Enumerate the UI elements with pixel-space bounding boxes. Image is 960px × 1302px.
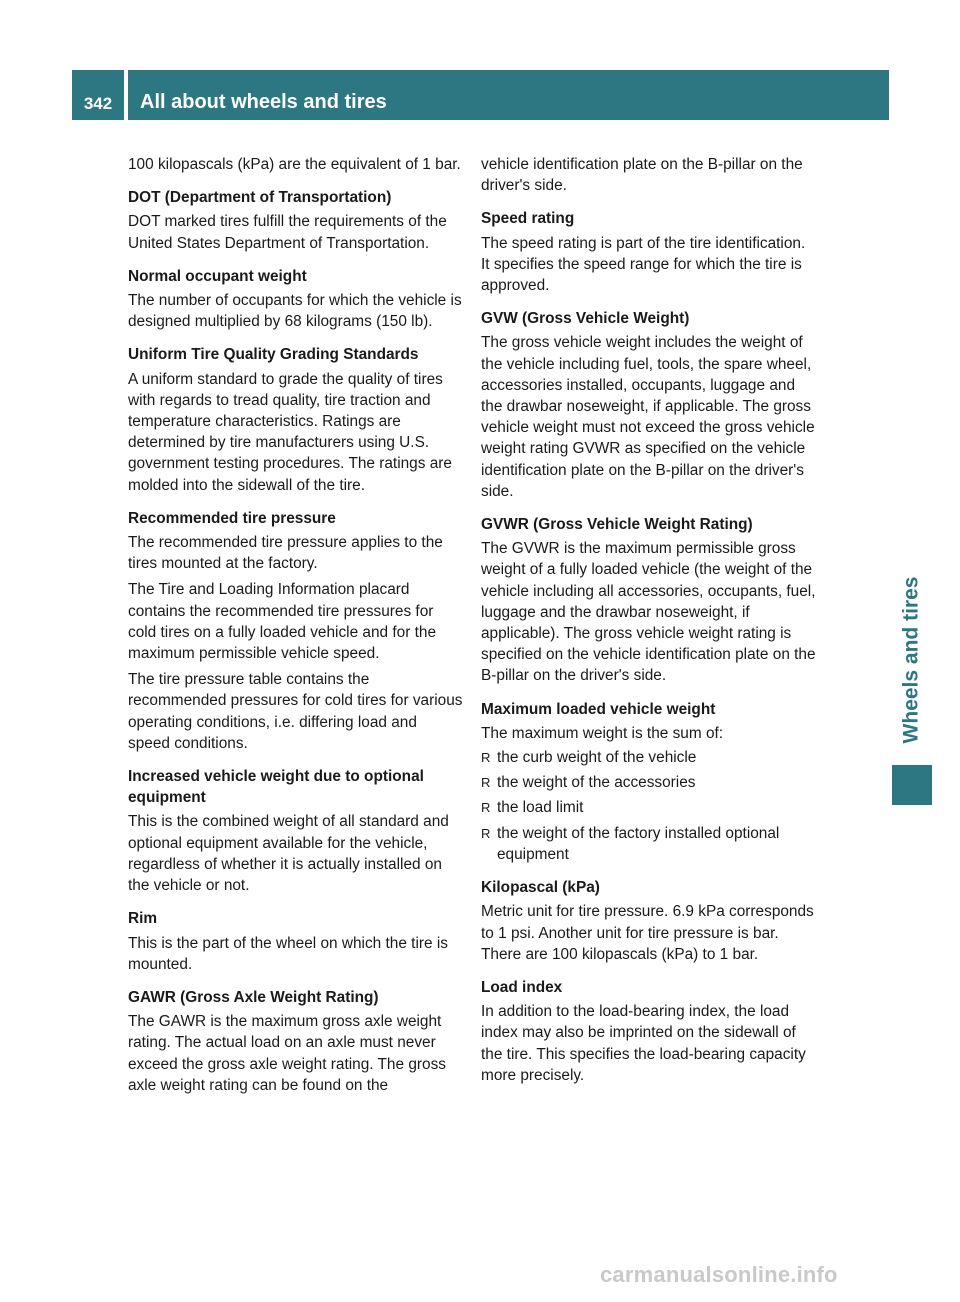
section-heading: Kilopascal (kPa): [481, 879, 600, 897]
watermark: carmanualsonline.info: [600, 1262, 838, 1287]
section-heading: Speed rating: [481, 210, 575, 228]
bullet-icon: R: [481, 800, 491, 816]
bullet-icon: R: [481, 775, 491, 791]
section-text: The number of occupants for which the vehicle is designed multiplied by 68 kilograms (150 lb).: [128, 292, 462, 331]
section-heading: Recommended tire pressure: [128, 509, 336, 527]
side-tab-marker: [892, 765, 932, 805]
section-text: The recommended tire pressure applies to the tires mounted at the factory.: [128, 534, 443, 573]
section-heading: GVW (Gross Vehicle Weight): [481, 310, 690, 328]
section-text: A uniform standard to grade the quality of tires with regards to tread quality, tire traction and temperature characteristics. Ratings are determined by tire manufacturers using U.S. government testing procedures. The ratings are molded into the sidewall of the tire.: [128, 370, 452, 494]
section-heading: Load index: [481, 978, 563, 996]
section-heading: GVWR (Gross Vehicle Weight Rating): [481, 516, 753, 534]
section-text: The maximum weight is the sum of:: [481, 724, 724, 742]
section-heading: GAWR (Gross Axle Weight Rating): [128, 988, 379, 1006]
side-tab-label: Wheels and tires: [899, 576, 923, 744]
section-text: The speed rating is part of the tire identification. It specifies the speed range for which the tire is approved.: [481, 234, 806, 295]
section-heading: Maximum loaded vehicle weight: [481, 700, 716, 718]
section-heading: Increased vehicle weight due to optional equipment: [128, 768, 424, 807]
section-heading: Normal occupant weight: [128, 267, 307, 285]
section-heading: DOT (Department of Transportation): [128, 189, 392, 207]
section-text: This is the combined weight of all standard and optional equipment available for the vehicle, regardless of whether it is actually installed on the vehicle or not.: [128, 813, 449, 895]
list-item: R the weight of the accessories: [481, 772, 816, 793]
page-title: All about wheels and tires: [128, 70, 889, 120]
section-text: In addition to the load-bearing index, the load index may also be imprinted on the sidewall of the tire. This specifies the load-bearing capacity more precisely.: [481, 1003, 806, 1084]
section-heading: Rim: [128, 910, 158, 928]
right-intro: vehicle identification plate on the B-pillar on the driver's side.: [481, 156, 803, 195]
section-text: Metric unit for tire pressure. 6.9 kPa corresponds to 1 psi. Another unit for tire pressure is bar. There are 100 kilopascals (kPa) to 1 bar.: [481, 903, 814, 963]
bullet-list: [481, 747, 816, 865]
right-column: [481, 154, 816, 1086]
section-heading: Uniform Tire Quality Grading Standards: [128, 346, 419, 364]
left-column: [128, 154, 463, 1096]
bullet-icon: R: [481, 750, 491, 766]
section-text: The Tire and Loading Information placard contains the recommended tire pressures for cold tires on a fully loaded vehicle and for the maximum permissible vehicle speed.: [128, 581, 437, 663]
list-item: R the curb weight of the vehicle: [481, 747, 816, 768]
list-item: R the load limit: [481, 797, 816, 818]
bullet-icon: R: [481, 825, 491, 841]
section-text: The GVWR is the maximum permissible gross weight of a fully loaded vehicle (the weight of the vehicle including all accessories, occupants, fuel, luggage and the drawbar noseweight, if applicable). The gross vehicle weight rating is specified on the vehicle identification plate on the B-pillar on the driver's side.: [481, 540, 816, 685]
section-text: The gross vehicle weight includes the weight of the vehicle including fuel, tools, the spare wheel, accessories installed, occupants, luggage and the drawbar noseweight, if applicable. The gross vehicle weight must not exceed the gross vehicle weight rating GVWR as specified on the vehicle identification plate on the B-pillar on the driver's side.: [481, 334, 815, 500]
section-text: DOT marked tires fulfill the requirements of the United States Department of Transportation.: [128, 213, 447, 252]
section-text: The GAWR is the maximum gross axle weight rating. The actual load on an axle must never exceed the gross axle weight rating. The gross axle weight rating can be found on the: [128, 1013, 446, 1094]
page-number: 342: [72, 70, 124, 120]
section-text: This is the part of the wheel on which the tire is mounted.: [128, 934, 448, 973]
section-text: The tire pressure table contains the recommended pressures for cold tires for various operating conditions, i.e. differing load and speed conditions.: [128, 671, 463, 752]
list-item: R the weight of the factory installed optional equipment: [481, 824, 780, 863]
left-intro: 100 kilopascals (kPa) are the equivalent of 1 bar.: [128, 156, 461, 173]
